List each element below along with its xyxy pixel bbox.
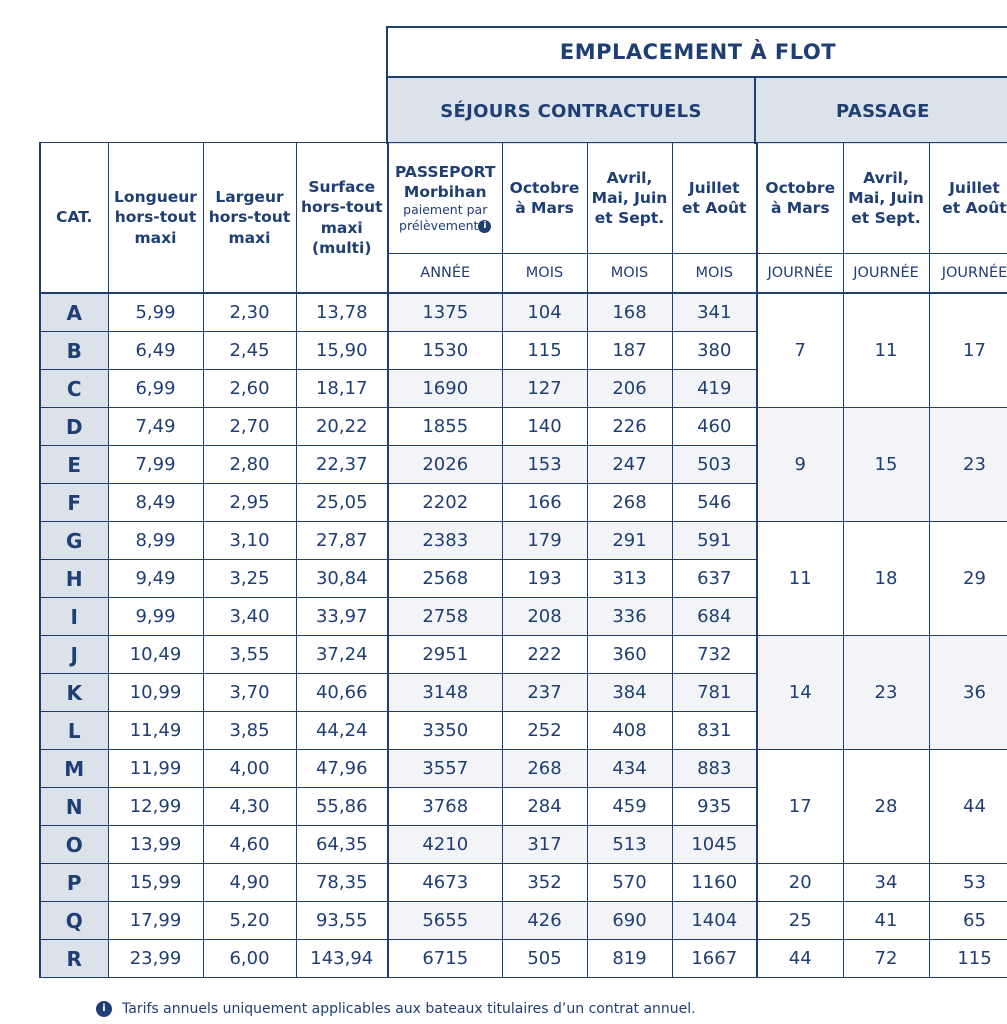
sejour-avril-l1: Avril, — [606, 168, 653, 187]
jui-cell: 341 — [672, 293, 757, 332]
oct-cell: 208 — [502, 598, 587, 636]
annee-cell: 2568 — [388, 560, 502, 598]
sejour-juillet-l1: Juillet — [688, 178, 740, 197]
largeur-cell: 3,25 — [203, 560, 296, 598]
jui-cell: 831 — [672, 712, 757, 750]
sejour-avril-l3: et Sept. — [594, 209, 665, 228]
largeur-cell: 2,60 — [203, 370, 296, 408]
surface-cell: 47,96 — [296, 750, 388, 788]
surface-l3: maxi — [320, 218, 363, 237]
cat-cell: G — [40, 522, 108, 560]
annee-cell: 4210 — [388, 826, 502, 864]
largeur-cell: 3,10 — [203, 522, 296, 560]
annee-cell: 1690 — [388, 370, 502, 408]
passage-jui-cell: 29 — [929, 522, 1007, 636]
surface-l1: Surface — [308, 178, 376, 197]
largeur-cell: 4,00 — [203, 750, 296, 788]
annee-cell: 2758 — [388, 598, 502, 636]
passage-avril-header — [843, 143, 929, 254]
largeur-cell: 3,40 — [203, 598, 296, 636]
largeur-l2: hors-tout — [208, 208, 291, 227]
oct-cell: 268 — [502, 750, 587, 788]
passage-avril-l1: Avril, — [863, 168, 909, 187]
sejour-octobre-header — [502, 143, 587, 254]
cat-cell: J — [40, 636, 108, 674]
passage-avr-cell: 23 — [843, 636, 929, 750]
jui-cell: 883 — [672, 750, 757, 788]
surface-cell: 78,35 — [296, 864, 388, 902]
surface-cell: 30,84 — [296, 560, 388, 598]
longueur-cell: 23,99 — [108, 940, 203, 978]
surface-cell: 27,87 — [296, 522, 388, 560]
surface-l2: hors-tout — [301, 198, 383, 217]
longueur-cell: 11,49 — [108, 712, 203, 750]
unit-annee: ANNÉE — [388, 254, 502, 294]
largeur-cell: 3,55 — [203, 636, 296, 674]
surface-cell: 93,55 — [296, 902, 388, 940]
sejour-avril-l2: Mai, Juin — [591, 188, 668, 207]
jui-cell: 380 — [672, 332, 757, 370]
jui-cell: 1667 — [672, 940, 757, 978]
annee-cell: 5655 — [388, 902, 502, 940]
passeport-header — [388, 143, 502, 254]
largeur-cell: 5,20 — [203, 902, 296, 940]
jui-cell: 781 — [672, 674, 757, 712]
unit-mois-octobre: MOIS — [502, 254, 587, 294]
longueur-cell: 10,49 — [108, 636, 203, 674]
annee-cell: 3350 — [388, 712, 502, 750]
annee-cell: 1375 — [388, 293, 502, 332]
annee-cell: 2383 — [388, 522, 502, 560]
surface-cell: 18,17 — [296, 370, 388, 408]
avr-cell: 384 — [587, 674, 672, 712]
passage-header: PASSAGE — [756, 78, 1007, 144]
table-title: EMPLACEMENT À FLOT — [388, 28, 1007, 78]
passage-oct-cell: 7 — [757, 293, 843, 408]
passeport-l1: PASSEPORT — [394, 162, 496, 181]
largeur-cell: 3,70 — [203, 674, 296, 712]
oct-cell: 140 — [502, 408, 587, 446]
surface-l4: (multi) — [312, 238, 372, 257]
longueur-cell: 6,49 — [108, 332, 203, 370]
oct-cell: 252 — [502, 712, 587, 750]
avr-cell: 336 — [587, 598, 672, 636]
passeport-l2: Morbihan — [403, 182, 487, 201]
oct-cell: 352 — [502, 864, 587, 902]
annee-cell: 2026 — [388, 446, 502, 484]
longueur-cell: 7,49 — [108, 408, 203, 446]
passage-avr-cell: 72 — [843, 940, 929, 978]
avr-cell: 187 — [587, 332, 672, 370]
avr-cell: 434 — [587, 750, 672, 788]
jui-cell: 419 — [672, 370, 757, 408]
annee-cell: 4673 — [388, 864, 502, 902]
cat-cell: B — [40, 332, 108, 370]
oct-cell: 284 — [502, 788, 587, 826]
longueur-l1: Longueur — [114, 188, 197, 207]
passage-avr-cell: 28 — [843, 750, 929, 864]
oct-cell: 179 — [502, 522, 587, 560]
jui-cell: 732 — [672, 636, 757, 674]
passage-oct-cell: 11 — [757, 522, 843, 636]
sejour-juillet-header — [672, 143, 757, 254]
surface-cell: 22,37 — [296, 446, 388, 484]
cat-cell: A — [40, 293, 108, 332]
oct-cell: 505 — [502, 940, 587, 978]
table-row — [40, 902, 1007, 940]
surface-cell: 143,94 — [296, 940, 388, 978]
jui-cell: 460 — [672, 408, 757, 446]
passage-oct-cell: 17 — [757, 750, 843, 864]
jui-cell: 684 — [672, 598, 757, 636]
passage-jui-cell: 36 — [929, 636, 1007, 750]
passage-octobre-l1: Octobre — [765, 178, 836, 197]
sejour-octobre-l2: à Mars — [515, 199, 574, 217]
column-header-row — [40, 143, 1007, 254]
surface-cell: 40,66 — [296, 674, 388, 712]
longueur-cell: 8,49 — [108, 484, 203, 522]
avr-cell: 459 — [587, 788, 672, 826]
cat-cell: I — [40, 598, 108, 636]
oct-cell: 153 — [502, 446, 587, 484]
surface-cell: 55,86 — [296, 788, 388, 826]
info-icon: i — [96, 1001, 112, 1017]
surface-cell: 44,24 — [296, 712, 388, 750]
cat-cell: E — [40, 446, 108, 484]
largeur-l1: Largeur — [215, 188, 284, 207]
unit-mois-avril: MOIS — [587, 254, 672, 294]
surface-cell: 33,97 — [296, 598, 388, 636]
oct-cell: 193 — [502, 560, 587, 598]
passeport-note-l1: paiement par — [403, 201, 488, 217]
largeur-cell: 2,30 — [203, 293, 296, 332]
table-row — [40, 408, 1007, 446]
longueur-cell: 8,99 — [108, 522, 203, 560]
footnote-text: Tarifs annuels uniquement applicables aux bateaux titulaires d’un contrat annuel. — [122, 1001, 696, 1017]
largeur-cell: 2,80 — [203, 446, 296, 484]
passage-jui-cell: 53 — [929, 864, 1007, 902]
annee-cell: 1530 — [388, 332, 502, 370]
cat-cell: D — [40, 408, 108, 446]
largeur-cell: 2,70 — [203, 408, 296, 446]
passage-oct-cell: 9 — [757, 408, 843, 522]
largeur-header — [203, 143, 296, 294]
largeur-cell: 4,90 — [203, 864, 296, 902]
oct-cell: 166 — [502, 484, 587, 522]
oct-cell: 104 — [502, 293, 587, 332]
longueur-cell: 11,99 — [108, 750, 203, 788]
cat-cell: N — [40, 788, 108, 826]
sejour-avril-header — [587, 143, 672, 254]
oct-cell: 222 — [502, 636, 587, 674]
avr-cell: 819 — [587, 940, 672, 978]
cat-cell: Q — [40, 902, 108, 940]
oct-cell: 115 — [502, 332, 587, 370]
surface-cell: 64,35 — [296, 826, 388, 864]
avr-cell: 168 — [587, 293, 672, 332]
passage-jui-cell: 65 — [929, 902, 1007, 940]
jui-cell: 546 — [672, 484, 757, 522]
table-row — [40, 293, 1007, 332]
avr-cell: 690 — [587, 902, 672, 940]
avr-cell: 268 — [587, 484, 672, 522]
longueur-cell: 9,49 — [108, 560, 203, 598]
longueur-cell: 17,99 — [108, 902, 203, 940]
passage-avr-cell: 15 — [843, 408, 929, 522]
passage-jui-cell: 115 — [929, 940, 1007, 978]
unit-journee-octobre: JOURNÉE — [757, 254, 843, 294]
passage-octobre-l2: à Mars — [770, 199, 830, 217]
avr-cell: 247 — [587, 446, 672, 484]
largeur-cell: 6,00 — [203, 940, 296, 978]
info-icon: i — [478, 220, 491, 233]
surface-cell: 20,22 — [296, 408, 388, 446]
longueur-cell: 7,99 — [108, 446, 203, 484]
passeport-note-l2: prélèvement — [399, 218, 479, 234]
annee-cell: 3148 — [388, 674, 502, 712]
longueur-cell: 5,99 — [108, 293, 203, 332]
sejour-octobre-l1: Octobre — [509, 178, 580, 197]
surface-header — [296, 143, 388, 294]
sejour-juillet-l2: et Août — [682, 199, 747, 217]
jui-cell: 591 — [672, 522, 757, 560]
jui-cell: 935 — [672, 788, 757, 826]
footnote — [96, 1001, 696, 1017]
surface-cell: 15,90 — [296, 332, 388, 370]
cat-cell: R — [40, 940, 108, 978]
longueur-cell: 13,99 — [108, 826, 203, 864]
cat-cell: K — [40, 674, 108, 712]
largeur-cell: 2,45 — [203, 332, 296, 370]
annee-cell: 1855 — [388, 408, 502, 446]
passage-avril-l3: et Sept. — [851, 209, 921, 228]
table-row — [40, 940, 1007, 978]
annee-cell: 3557 — [388, 750, 502, 788]
longueur-l3: maxi — [134, 228, 177, 247]
largeur-l3: maxi — [228, 228, 271, 247]
passage-oct-cell: 20 — [757, 864, 843, 902]
largeur-cell: 4,30 — [203, 788, 296, 826]
avr-cell: 513 — [587, 826, 672, 864]
cat-cell: M — [40, 750, 108, 788]
largeur-cell: 2,95 — [203, 484, 296, 522]
avr-cell: 360 — [587, 636, 672, 674]
avr-cell: 206 — [587, 370, 672, 408]
surface-cell: 37,24 — [296, 636, 388, 674]
jui-cell: 1045 — [672, 826, 757, 864]
cat-cell: O — [40, 826, 108, 864]
table-row — [40, 864, 1007, 902]
passage-jui-cell: 17 — [929, 293, 1007, 408]
passage-jui-cell: 44 — [929, 750, 1007, 864]
oct-cell: 426 — [502, 902, 587, 940]
jui-cell: 1160 — [672, 864, 757, 902]
avr-cell: 291 — [587, 522, 672, 560]
longueur-cell: 10,99 — [108, 674, 203, 712]
tariff-table — [39, 142, 1007, 978]
emplacement-header — [386, 26, 1007, 144]
table-row — [40, 522, 1007, 560]
annee-cell: 2202 — [388, 484, 502, 522]
table-row — [40, 750, 1007, 788]
passage-avr-cell: 11 — [843, 293, 929, 408]
avr-cell: 570 — [587, 864, 672, 902]
oct-cell: 237 — [502, 674, 587, 712]
passage-oct-cell: 25 — [757, 902, 843, 940]
passage-avr-cell: 41 — [843, 902, 929, 940]
jui-cell: 1404 — [672, 902, 757, 940]
oct-cell: 317 — [502, 826, 587, 864]
cat-cell: P — [40, 864, 108, 902]
passage-juillet-l2: et Août — [942, 199, 1007, 217]
passage-juillet-header — [929, 143, 1007, 254]
unit-journee-avril: JOURNÉE — [843, 254, 929, 294]
passage-avr-cell: 18 — [843, 522, 929, 636]
cat-cell: H — [40, 560, 108, 598]
cat-cell: F — [40, 484, 108, 522]
passage-avril-l2: Mai, Juin — [848, 188, 924, 207]
unit-mois-juillet: MOIS — [672, 254, 757, 294]
passage-oct-cell: 44 — [757, 940, 843, 978]
longueur-cell: 9,99 — [108, 598, 203, 636]
longueur-cell: 12,99 — [108, 788, 203, 826]
longueur-l2: hors-tout — [114, 208, 197, 227]
cat-cell: C — [40, 370, 108, 408]
longueur-cell: 6,99 — [108, 370, 203, 408]
cat-header: CAT. — [40, 143, 108, 294]
annee-cell: 2951 — [388, 636, 502, 674]
surface-cell: 13,78 — [296, 293, 388, 332]
largeur-cell: 4,60 — [203, 826, 296, 864]
annee-cell: 3768 — [388, 788, 502, 826]
avr-cell: 226 — [587, 408, 672, 446]
passage-oct-cell: 14 — [757, 636, 843, 750]
sejours-contractuels-header: SÉJOURS CONTRACTUELS — [388, 78, 756, 144]
passage-juillet-l1: Juillet — [949, 178, 1000, 197]
surface-cell: 25,05 — [296, 484, 388, 522]
unit-journee-juillet: JOURNÉE — [929, 254, 1007, 294]
table-row — [40, 636, 1007, 674]
avr-cell: 313 — [587, 560, 672, 598]
jui-cell: 637 — [672, 560, 757, 598]
largeur-cell: 3,85 — [203, 712, 296, 750]
jui-cell: 503 — [672, 446, 757, 484]
longueur-cell: 15,99 — [108, 864, 203, 902]
oct-cell: 127 — [502, 370, 587, 408]
passage-jui-cell: 23 — [929, 408, 1007, 522]
passage-octobre-header — [757, 143, 843, 254]
longueur-header — [108, 143, 203, 294]
avr-cell: 408 — [587, 712, 672, 750]
passage-avr-cell: 34 — [843, 864, 929, 902]
annee-cell: 6715 — [388, 940, 502, 978]
cat-cell: L — [40, 712, 108, 750]
